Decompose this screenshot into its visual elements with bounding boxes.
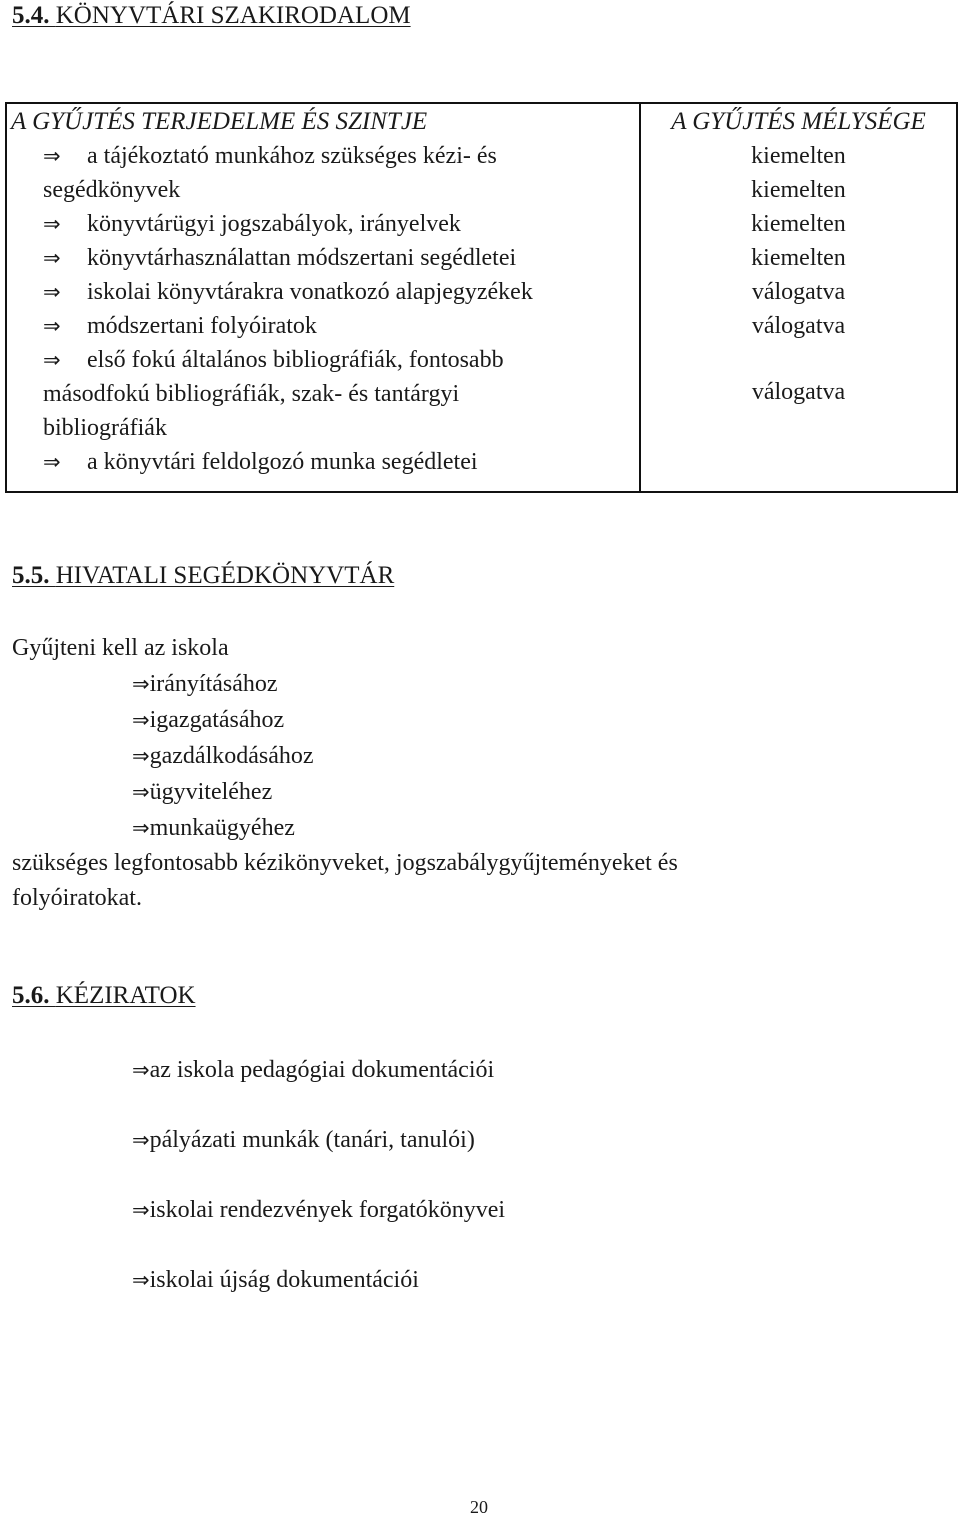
section-5-5-closing-cont: folyóiratokat. <box>12 885 142 911</box>
depth-value: kiemelten <box>751 211 846 237</box>
scope-item <box>11 139 639 207</box>
scope-item <box>11 445 639 479</box>
section-5-5-closing: szükséges legfontosabb kézikönyveket, jogszabálygyűjteményeket és <box>12 850 678 876</box>
scope-item-continuation: másodfokú bibliográfiák, szak- és tantárgyi <box>43 381 460 407</box>
implies-arrow-icon: ⇒ <box>43 348 61 372</box>
implies-arrow-icon: ⇒ <box>43 212 61 236</box>
implies-arrow-icon: ⇒ <box>132 816 150 840</box>
scope-item-line: ⇒ könyvtárhasználattan módszertani segédletei <box>11 241 639 275</box>
implies-arrow-icon: ⇒ <box>43 280 61 304</box>
list-item: ⇒pályázati munkák (tanári, tanulói) <box>132 1127 475 1153</box>
implies-arrow-icon: ⇒ <box>132 744 150 768</box>
depth-value: válogatva <box>751 313 846 339</box>
depth-value: kiemelten <box>751 143 846 169</box>
section-title: HIVATALI SEGÉDKÖNYVTÁR <box>55 562 395 589</box>
section-number: 5.5. <box>12 562 50 589</box>
scope-item-line: ⇒ könyvtárügyi jogszabályok, irányelvek <box>11 207 639 241</box>
list-item: ⇒az iskola pedagógiai dokumentációi <box>132 1057 495 1083</box>
implies-arrow-icon: ⇒ <box>43 246 61 270</box>
implies-arrow-icon: ⇒ <box>43 450 61 474</box>
scope-item-line: ⇒ a tájékoztató munkához szükséges kézi- és <box>11 139 639 173</box>
depth-value: kiemelten <box>751 177 846 203</box>
depth-list <box>641 139 956 409</box>
section-number: 5.4. <box>12 2 50 29</box>
implies-arrow-icon: ⇒ <box>132 1198 150 1222</box>
list-item: ⇒munkaügyéhez <box>132 815 295 841</box>
list-item: ⇒ügyviteléhez <box>132 779 273 805</box>
scope-item <box>11 241 639 275</box>
scope-column <box>6 103 640 492</box>
scope-list <box>11 139 639 479</box>
implies-arrow-icon: ⇒ <box>132 708 150 732</box>
scope-item-line: ⇒ a könyvtári feldolgozó munka segédletei <box>11 445 639 479</box>
section-number: 5.6. <box>12 982 50 1009</box>
depth-column <box>640 103 957 492</box>
implies-arrow-icon: ⇒ <box>132 672 150 696</box>
scope-item <box>11 309 639 343</box>
scope-item-line: ⇒ módszertani folyóiratok <box>11 309 639 343</box>
list-item: ⇒igazgatásához <box>132 707 285 733</box>
section-5-5-intro: Gyűjteni kell az iskola <box>12 635 229 661</box>
section-title: KÖNYVTÁRI SZAKIRODALOM <box>55 2 411 29</box>
depth-value: válogatva <box>751 379 846 405</box>
section-5-4-heading <box>12 2 411 30</box>
list-item: ⇒gazdálkodásához <box>132 743 314 769</box>
implies-arrow-icon: ⇒ <box>132 780 150 804</box>
scope-item <box>11 207 639 241</box>
scope-item-continuation: bibliográfiák <box>43 415 167 441</box>
collection-table <box>5 102 958 493</box>
implies-arrow-icon: ⇒ <box>132 1268 150 1292</box>
section-5-6-heading <box>12 982 196 1010</box>
list-item: ⇒iskolai újság dokumentációi <box>132 1267 419 1293</box>
scope-item <box>11 343 639 445</box>
scope-item-line: ⇒ első fokú általános bibliográfiák, fontosabb <box>11 343 639 377</box>
depth-value: kiemelten <box>751 245 846 271</box>
scope-item-continuation: segédkönyvek <box>43 177 181 203</box>
depth-column-header: A GYŰJTÉS MÉLYSÉGE <box>671 108 926 135</box>
depth-value: válogatva <box>751 279 846 305</box>
scope-column-header: A GYŰJTÉS TERJEDELME ÉS SZINTJE <box>11 108 428 135</box>
implies-arrow-icon: ⇒ <box>132 1128 150 1152</box>
implies-arrow-icon: ⇒ <box>43 314 61 338</box>
list-item: ⇒iskolai rendezvények forgatókönyvei <box>132 1197 506 1223</box>
implies-arrow-icon: ⇒ <box>43 144 61 168</box>
section-title: KÉZIRATOK <box>55 982 196 1009</box>
section-5-5-heading <box>12 562 394 590</box>
list-item: ⇒irányításához <box>132 671 278 697</box>
page-number: 20 <box>470 1497 488 1517</box>
scope-item <box>11 275 639 309</box>
scope-item-line: ⇒ iskolai könyvtárakra vonatkozó alapjegyzékek <box>11 275 639 309</box>
implies-arrow-icon: ⇒ <box>132 1058 150 1082</box>
